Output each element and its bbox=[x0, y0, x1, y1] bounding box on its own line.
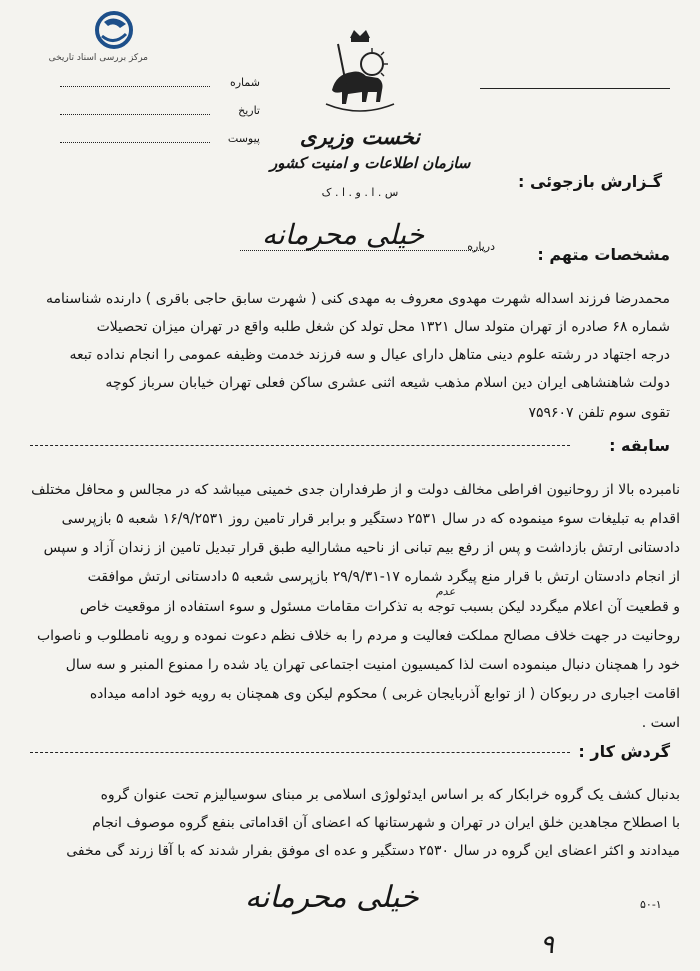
history-line: و قطعیت آن اعلام میگردد لیکن بسبب توجه به تذکرات مقامات مسئول و سوء استفاده از موقعیت خاص bbox=[79, 599, 680, 615]
process-line: بدنبال کشف یک گروه خرابکار که بر اساس ایدئولوژی اسلامی بر مبنای سوسیالیزم تحت عنوان گروه bbox=[100, 787, 680, 803]
watermark-text: مرکز بررسی اسناد تاریخی bbox=[48, 53, 148, 63]
top-right-rule bbox=[480, 88, 670, 89]
history-insert: عدم bbox=[436, 585, 456, 598]
footer-classification: خیلی محرمانه bbox=[245, 880, 419, 915]
archive-watermark bbox=[8, 10, 148, 68]
accused-line: شماره ۶۸ صادره از تهران متولد سال ۱۳۲۱ محل تولد کن شغل طلبه واقع در تهران میزان تحصیلات bbox=[96, 319, 670, 335]
form-code: ۵۰-۱ bbox=[640, 898, 662, 911]
attachment-line bbox=[60, 142, 210, 143]
history-line: روحانیت در جهت خلاف مصالح مملکت فعالیت و مردم را به خلاف نظم دعوت نموده و رویه نامطلوب و ناصواب bbox=[36, 628, 680, 644]
history-line: دادستانی ارتش بازداشت و پس از رفع بیم تبانی از ناحیه مشارالیه طبق قرار تبدیل تامین از زندان آزاد و سپس bbox=[43, 540, 680, 556]
org-title: نخست وزیری bbox=[299, 124, 421, 149]
org-code: س . ا . و . ا . ک bbox=[321, 186, 399, 199]
process-rule bbox=[30, 752, 570, 753]
process-line: با اصطلاح مجاهدین خلق ایران در تهران و شهرستانها که اعضای آن اقداماتی بنفع گروه موصوف انجام bbox=[92, 815, 680, 831]
history-label: سابقه : bbox=[609, 436, 670, 455]
history-line: است . bbox=[641, 715, 680, 731]
history-line: از انجام دادستان ارتش با قرار منع پیگرد شماره ۱۷-۲۹/۹/۳۱ بازپرسی شعبه ۵ دادستانی ارتش موافقت bbox=[87, 569, 680, 585]
number-label: شماره bbox=[229, 76, 260, 89]
history-line: نامبرده بالا از روحانیون افراطی مخالف دولت و از طرفداران جدی خمینی میباشد که در مجالس و محافل مختلف bbox=[31, 482, 680, 498]
accused-line: درجه اجتهاد در رشته علوم دینی متاهل دارای عیال و سه فرزند خدمت وظیفه عمومی را انجام نداده تبعه bbox=[69, 347, 670, 363]
process-line: میدادند و اکثر اعضای این گروه در سال ۲۵۳۰ دستگیر و عده ای موفق بفرار شدند که با آقا زرند گی مخفی bbox=[66, 843, 680, 859]
page-number: ۹ bbox=[540, 930, 554, 960]
history-line: اقدام به تبلیغات سوء مینموده که در سال ۲۵۳۱ دستگیر و برابر قرار تامین روز ۱۶/۹/۲۵۳۱ شعبه ۵ بازپرسی bbox=[61, 511, 680, 527]
date-line bbox=[60, 114, 210, 115]
org-subtitle: سازمان اطلاعات و امنیت کشور bbox=[270, 154, 471, 172]
about-label: درباره bbox=[467, 240, 495, 253]
number-line bbox=[60, 86, 210, 87]
letterhead bbox=[270, 28, 471, 208]
archive-logo-icon bbox=[84, 10, 144, 50]
accused-line: دولت شاهنشاهی ایران دین اسلام مذهب شیعه اثنی عشری ساکن فعلی تهران خیابان سرباز کوچه bbox=[105, 375, 670, 391]
accused-label: مشخصات متهم : bbox=[537, 245, 670, 264]
history-rule bbox=[30, 445, 570, 446]
classification-handwritten: خیلی محرمانه bbox=[262, 218, 425, 251]
history-line: خود را همچنان دنبال مینموده است لذا کمیسیون امنیت اجتماعی تهران یاد شده را ممنوع المنبر و سه سال bbox=[65, 657, 680, 673]
accused-line: محمدرضا فرزند اسداله شهرت مهدوی معروف به مهدی کنی ( شهرت سابق حاجی باقری ) دارنده شناسنامه bbox=[46, 291, 670, 307]
process-label: گردش کار : bbox=[578, 742, 670, 761]
report-title: گـزارش بازجوئی : bbox=[517, 172, 662, 191]
accused-line: تقوی سوم تلفن ۷۵۹۶۰۷ bbox=[528, 405, 670, 421]
date-label: تاریخ bbox=[238, 104, 260, 117]
header-fields bbox=[60, 76, 260, 156]
history-line: اقامت اجباری در ربوکان ( از توابع آذربایجان غربی ) محکوم لیکن وی همچنان به رویه خود ادامه میداده bbox=[89, 686, 680, 702]
lion-and-sun-emblem-icon bbox=[322, 28, 398, 116]
attachment-label: پیوست bbox=[227, 132, 260, 145]
